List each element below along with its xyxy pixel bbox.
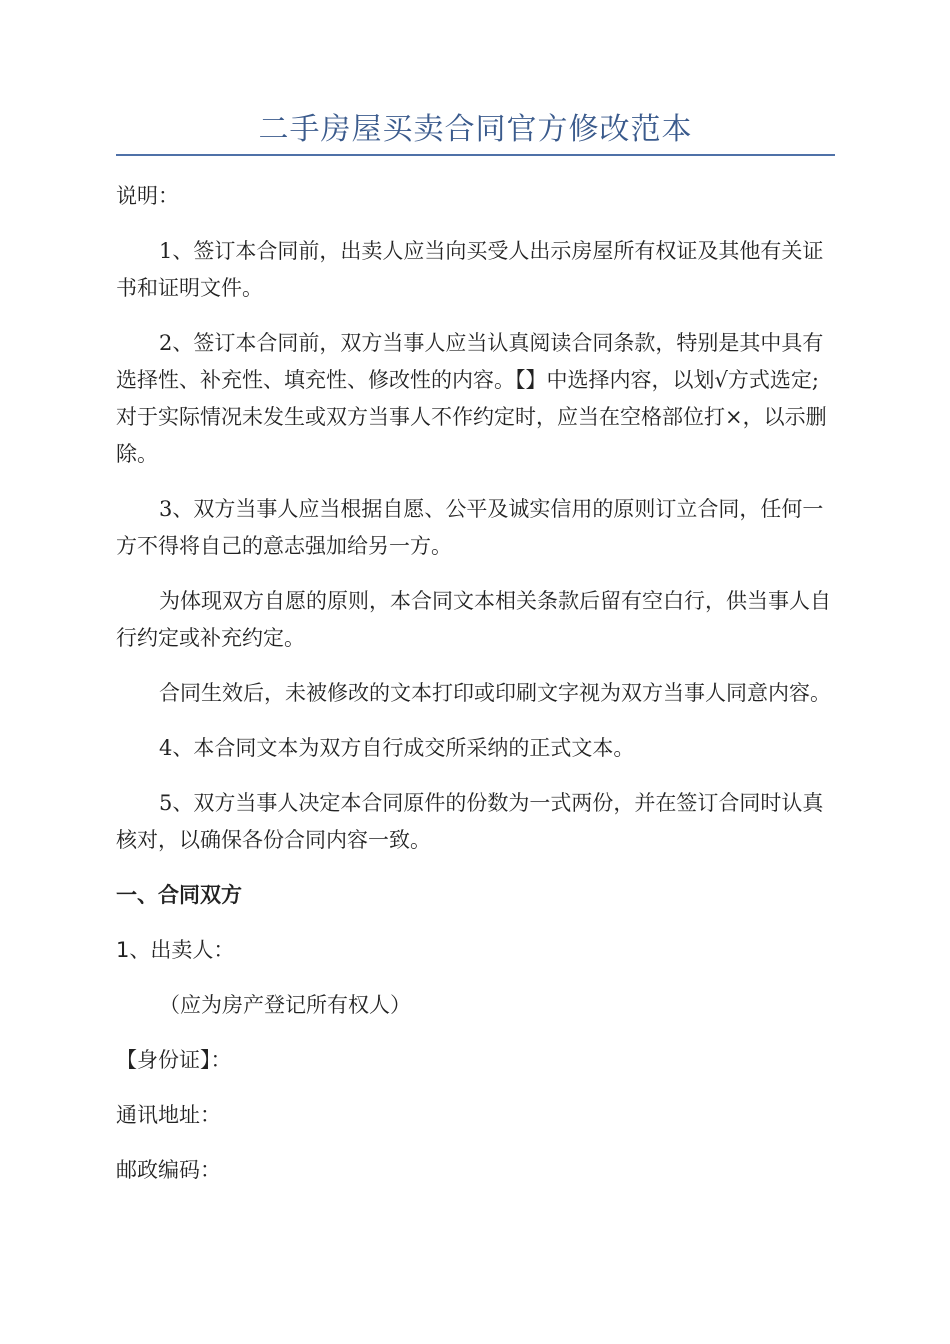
seller-label: 1、出卖人： [116, 938, 235, 962]
notes-label: 说明： [116, 184, 179, 208]
address-label: 通讯地址： [116, 1103, 221, 1127]
document-title: 二手房屋买卖合同官方修改范本 [258, 112, 693, 147]
postcode-label: 邮政编码： [116, 1158, 221, 1182]
id-card-label: 【身份证】： [116, 1048, 232, 1072]
note-paragraph: 合同生效后，未被修改的文本打印或印刷文字视为双方当事人同意内容。 [159, 681, 831, 705]
note-paragraph: 5、双方当事人决定本合同原件的份数为一式两份，并在签订合同时认真核对，以确保各份合同内容一致。 [116, 791, 824, 852]
note-paragraph: 为体现双方自愿的原则，本合同文本相关条款后留有空白行，供当事人自行约定或补充约定。 [116, 589, 831, 650]
note-paragraph: 1、签订本合同前，出卖人应当向买受人出示房屋所有权证及其他有关证书和证明文件。 [116, 239, 824, 300]
note-paragraph: 2、签订本合同前，双方当事人应当认真阅读合同条款，特别是其中具有选择性、补充性、填充性、修改性的内容。【】中选择内容，以划√方式选定;对于实际情况未发生或双方当事人不作约定时，应当在空格部位打×，以示删除。 [116, 331, 827, 466]
note-paragraph: 4、本合同文本为双方自行成交所采纳的正式文本。 [159, 736, 635, 760]
document-body [116, 178, 835, 1207]
title-underline [116, 154, 835, 156]
note-paragraph: 3、双方当事人应当根据自愿、公平及诚实信用的原则订立合同，任何一方不得将自己的意志强加给另一方。 [116, 497, 824, 558]
seller-note: （应为房产登记所有权人） [159, 993, 411, 1017]
section-heading-parties: 一、合同双方 [116, 883, 242, 907]
